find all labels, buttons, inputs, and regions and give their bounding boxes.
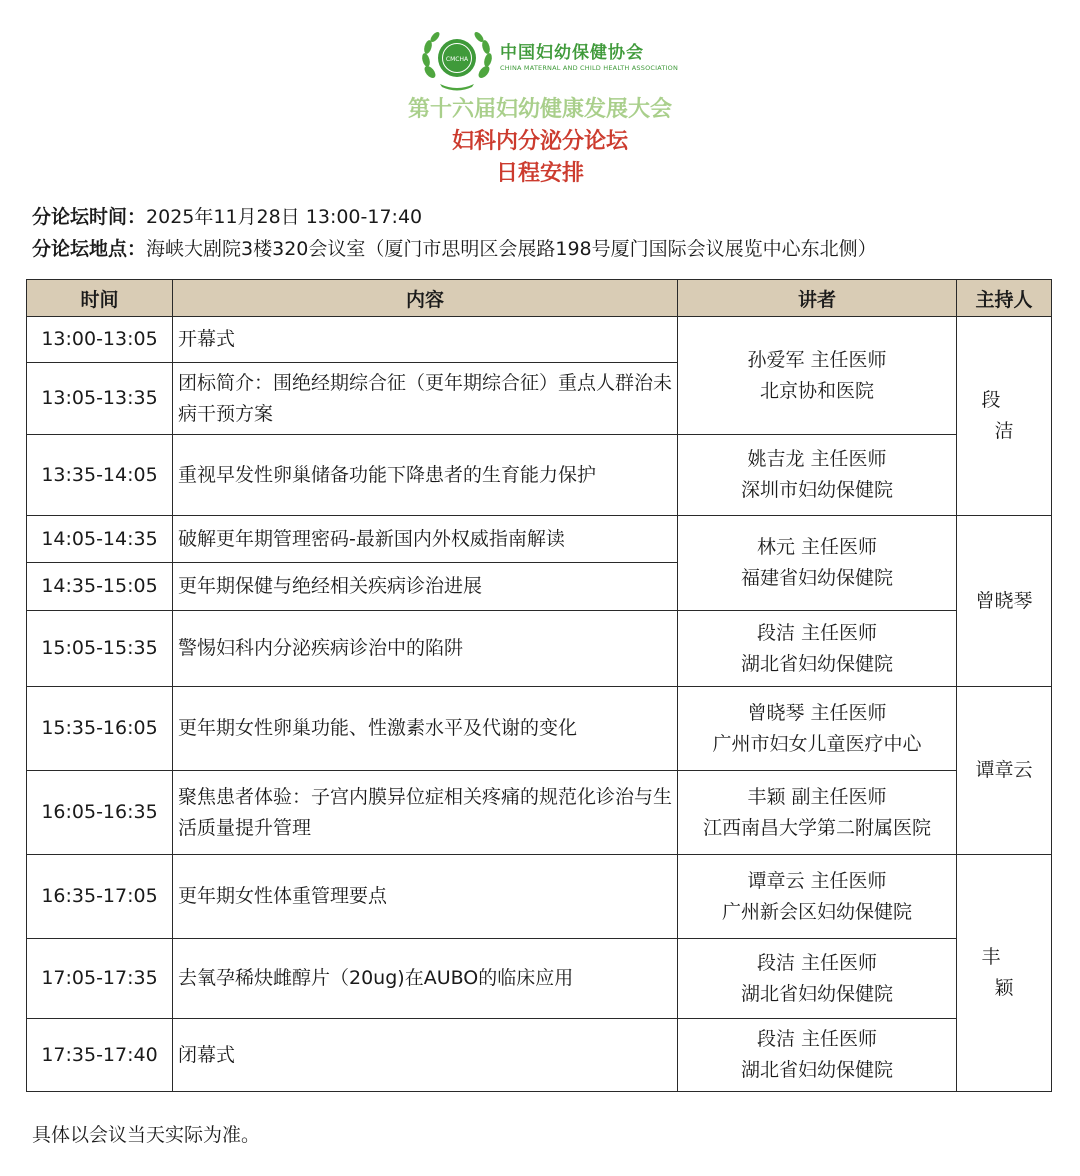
speaker-name: 段洁 主任医师 [756,1028,878,1050]
conference-title: 第十六届妇幼健康发展大会 [407,97,672,122]
session-time: 15:35-16:05 [27,687,173,771]
speaker-org: 广州市妇女儿童医疗中心 [712,732,922,755]
forum-time-label: 分论坛时间： [32,206,147,228]
table-row [27,516,1052,563]
speaker-name: 林元 主任医师 [756,536,878,558]
table-row [27,611,1052,687]
session-content: 团标简介：围绝经期综合征（更年期综合征）重点人群治未病干预方案 [173,363,678,435]
speaker-cell [678,611,957,687]
forum-place-line [32,234,877,261]
session-content: 闭幕式 [173,1019,678,1092]
schedule-title: 日程安排 [495,161,584,186]
session-time: 16:05-16:35 [27,771,173,855]
table-row [27,317,1052,363]
host-name: 谭章云 [975,759,1033,781]
session-content: 去氧孕稀炔雌醇片（20ug)在AUBO的临床应用 [173,939,678,1019]
association-logo [420,28,679,88]
table-row [27,687,1052,771]
speaker-name: 谭章云 主任医师 [747,869,887,892]
table-row [27,435,1052,516]
session-content: 更年期女性体重管理要点 [173,855,678,939]
table-row [27,855,1052,939]
schedule-table [26,279,1052,1092]
association-emblem-icon [420,28,494,92]
session-content: 更年期女性卵巢功能、性激素水平及代谢的变化 [173,687,678,771]
column-header-host: 主持人 [957,280,1052,317]
table-row [27,939,1052,1019]
forum-place-label: 分论坛地点： [32,238,147,260]
speaker-cell [678,516,957,611]
host-name: 曾晓琴 [975,589,1033,612]
host-cell [957,855,1052,1092]
speaker-name: 丰颖 副主任医师 [747,785,887,808]
column-header-content: 内容 [173,280,678,317]
speaker-name: 孙爱军 主任医师 [747,348,887,371]
svg-text:CMCHA: CMCHA [445,56,469,63]
forum-time-value: 2025年11月28日 13:00-17:40 [146,206,423,228]
session-time: 17:05-17:35 [27,939,173,1019]
session-time: 17:35-17:40 [27,1019,173,1092]
session-time: 16:35-17:05 [27,855,173,939]
session-time: 15:05-15:35 [27,611,173,687]
table-row [27,771,1052,855]
session-time: 13:00-13:05 [27,317,173,363]
column-header-speaker: 讲者 [678,280,957,317]
session-content: 开幕式 [173,317,678,363]
table-header-row [27,280,1052,317]
forum-time-line [32,202,422,229]
association-name-en: CHINA MATERNAL AND CHILD HEALTH ASSOCIATION [500,64,679,72]
session-content: 更年期保健与绝经相关疾病诊治进展 [173,563,678,611]
session-content: 破解更年期管理密码-最新国内外权威指南解读 [173,516,678,563]
speaker-name: 段洁 主任医师 [756,951,878,974]
session-content: 重视早发性卵巢储备功能下降患者的生育能力保护 [173,435,678,516]
speaker-cell [678,1019,957,1092]
column-header-time: 时间 [27,280,173,317]
table-row [27,1019,1052,1092]
speaker-org: 湖北省妇幼保健院 [740,982,893,1005]
speaker-org: 湖北省妇幼保健院 [740,652,893,675]
speaker-cell [678,855,957,939]
host-name: 段洁 [981,389,1040,442]
session-time: 14:05-14:35 [27,516,173,563]
host-cell [957,687,1052,855]
speaker-cell [678,771,957,855]
speaker-cell [678,939,957,1019]
host-cell [957,516,1052,687]
session-content: 警惕妇科内分泌疾病诊治中的陷阱 [173,611,678,687]
speaker-org: 广州新会区妇幼保健院 [721,900,912,923]
speaker-name: 曾晓琴 主任医师 [747,701,887,724]
session-time: 13:35-14:05 [27,435,173,516]
forum-title: 妇科内分泌分论坛 [451,129,628,154]
speaker-org: 湖北省妇幼保健院 [740,1059,893,1081]
host-cell [957,317,1052,516]
host-name: 丰颖 [981,946,1040,999]
session-content: 聚焦患者体验：子宫内膜异位症相关疼痛的规范化诊治与生活质量提升管理 [173,771,678,855]
speaker-org: 江西南昌大学第二附属医院 [702,816,931,839]
speaker-org: 深圳市妇幼保健院 [740,479,893,501]
speaker-org: 北京协和医院 [759,379,874,402]
session-time: 14:35-15:05 [27,563,173,611]
forum-place-value: 海峡大剧院3楼320会议室（厦门市思明区会展路198号厦门国际会议展览中心东北侧） [146,238,877,260]
speaker-org: 福建省妇幼保健院 [740,567,893,589]
speaker-name: 段洁 主任医师 [756,621,878,644]
footnote: 具体以会议当天实际为准。 [32,1124,261,1146]
association-name-cn: 中国妇幼保健协会 [500,43,644,63]
speaker-cell [678,317,957,435]
session-time: 13:05-13:35 [27,363,173,435]
speaker-cell [678,687,957,771]
speaker-cell [678,435,957,516]
speaker-name: 姚吉龙 主任医师 [747,448,887,470]
